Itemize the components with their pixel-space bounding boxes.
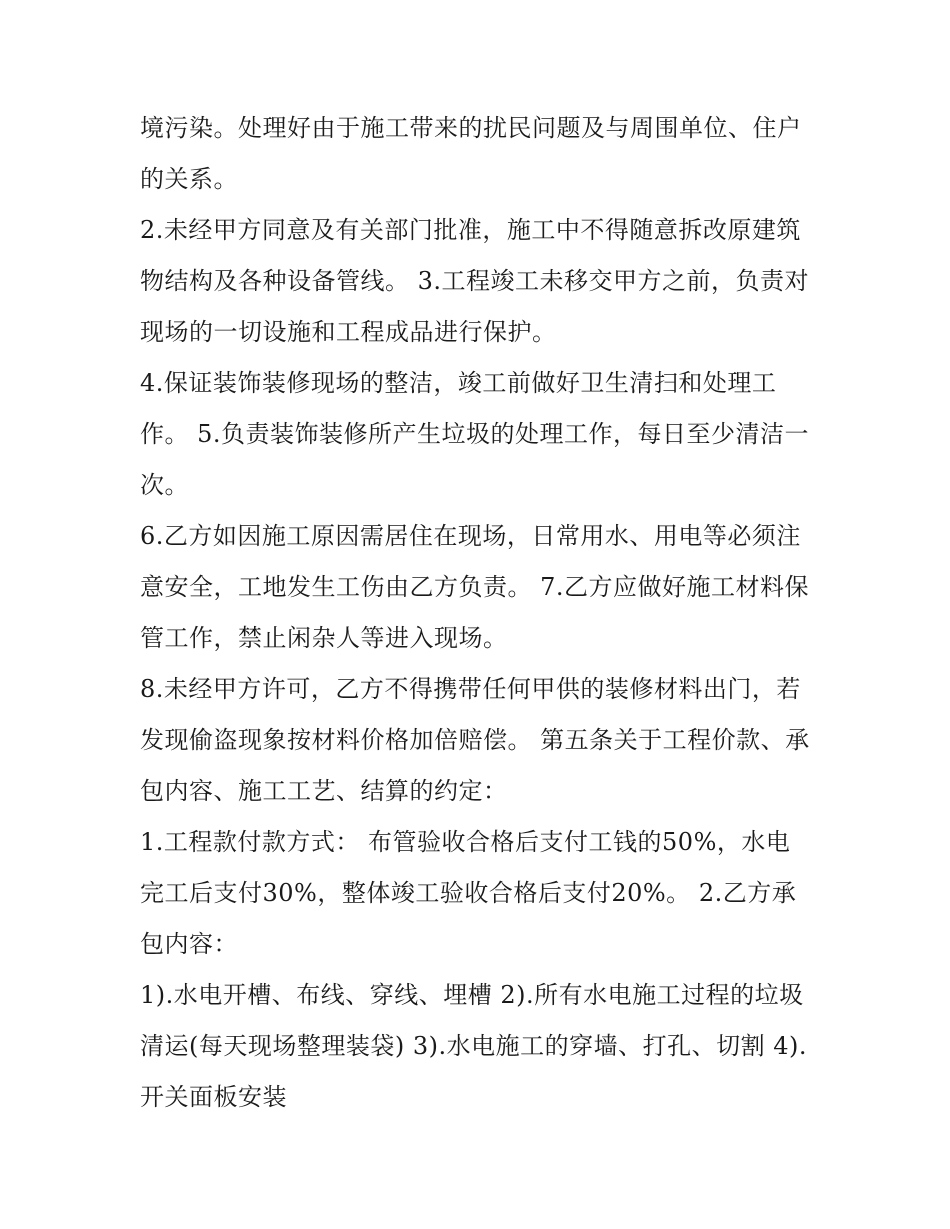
paragraph-clause-4-5: 4.保证装饰装修现场的整洁，竣工前做好卫生清扫和处理工作。 5.负责装饰装修所产生垃圾的处理工作，每日至少清洁一次。: [140, 369, 810, 499]
paragraph-clause-6-7: 6.乙方如因施工原因需居住在现场，日常用水、用电等必须注意安全，工地发生工伤由乙方负责。 7.乙方应做好施工材料保管工作，禁止闲杂人等进入现场。: [140, 522, 810, 652]
paragraph-payment: 1.工程款付款方式： 布管验收合格后支付工钱的50%，水电完工后支付30%，整体竣工验收合格后支付20%。 2.乙方承包内容：: [140, 828, 797, 958]
paragraph-scope: 1).水电开槽、布线、穿线、埋槽 2).所有水电施工过程的垃圾清运(每天现场整理装袋) 3).水电施工的穿墙、打孔、切割 4).开关面板安装: [140, 981, 808, 1111]
paragraph-clause-8: 8.未经甲方许可，乙方不得携带任何甲供的装修材料出门，若发现偷盗现象按材料价格加倍赔偿。 第五条关于工程价款、承包内容、施工工艺、结算的约定：: [140, 675, 810, 805]
paragraph-environment: 境污染。处理好由于施工带来的扰民问题及与周围单位、住户的关系。: [140, 114, 802, 193]
document-body: [140, 103, 812, 1123]
paragraph-clause-2-3: 2.未经甲方同意及有关部门批准，施工中不得随意拆改原建筑物结构及各种设备管线。 3.工程竣工未移交甲方之前，负责对现场的一切设施和工程成品进行保护。: [140, 216, 810, 346]
